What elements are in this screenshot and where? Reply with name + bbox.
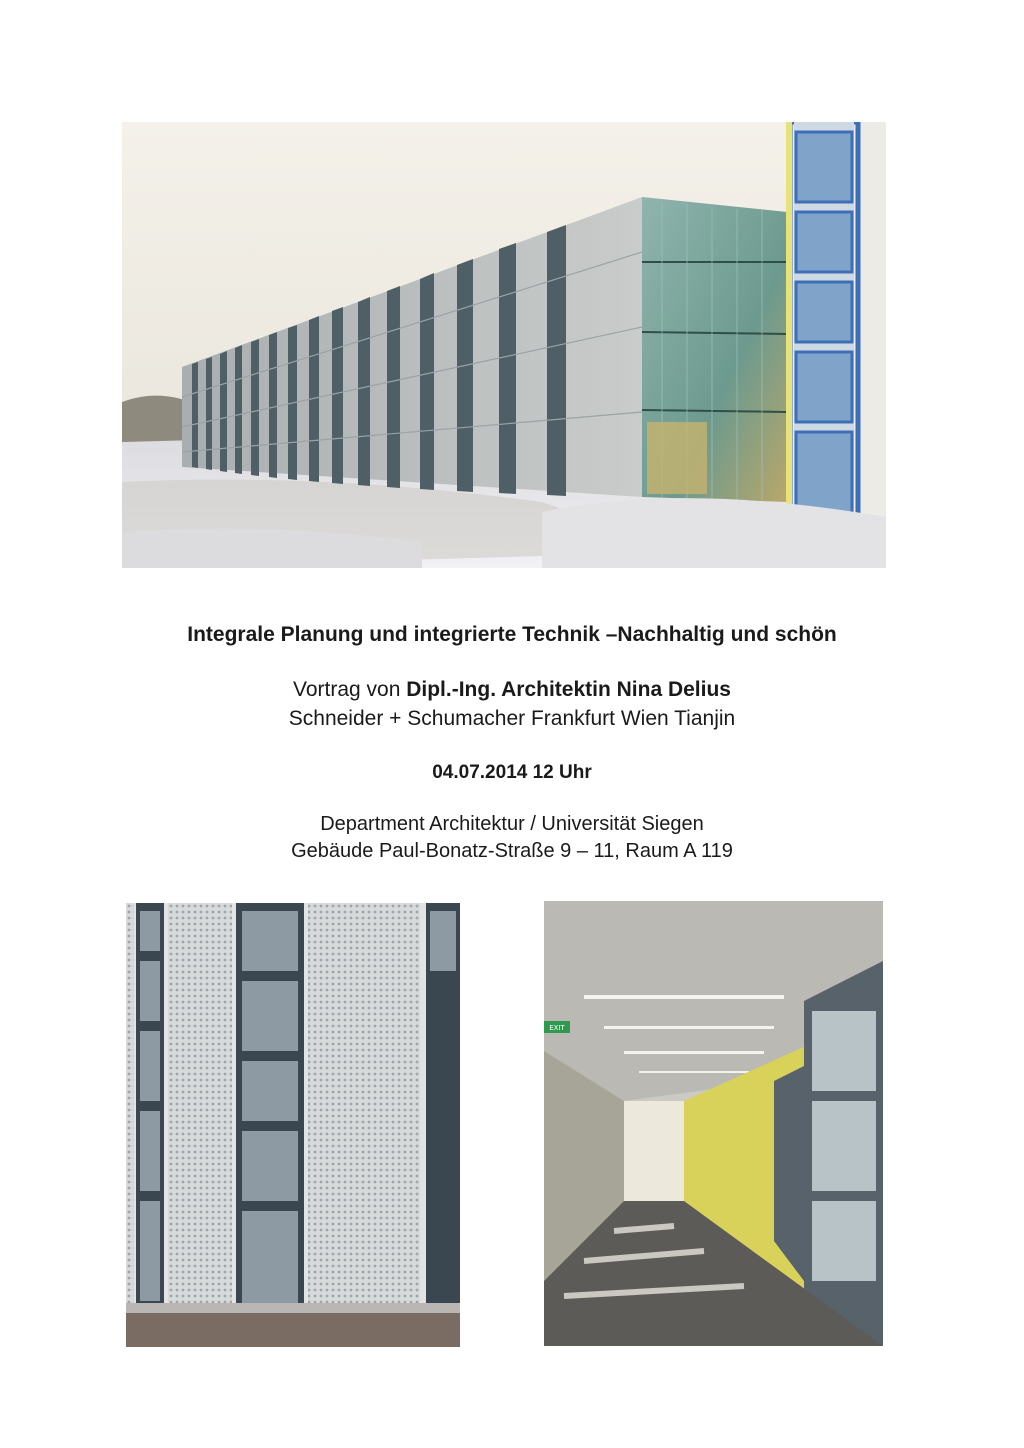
building-exterior-photo	[122, 122, 886, 568]
speaker-line	[0, 678, 1024, 702]
event-datetime: 04.07.2014 12 Uhr	[432, 762, 592, 783]
room-location: Gebäude Paul-Bonatz-Straße 9 – 11, Raum A 119	[291, 840, 733, 862]
speaker-name: Dipl.-Ing. Architektin Nina Delius	[406, 678, 731, 701]
perforated-facade-photo	[126, 903, 460, 1347]
corridor-interior-photo	[544, 901, 883, 1346]
architecture-office: Schneider + Schumacher Frankfurt Wien Tianjin	[288, 707, 736, 730]
lecture-title: Integrale Planung und integrierte Technik –Nachhaltig und schön	[187, 623, 837, 646]
exit-sign: EXIT	[549, 1024, 565, 1032]
department-name: Department Architektur / Universität Siegen	[320, 813, 704, 835]
speaker-prefix: Vortrag von	[293, 678, 407, 701]
